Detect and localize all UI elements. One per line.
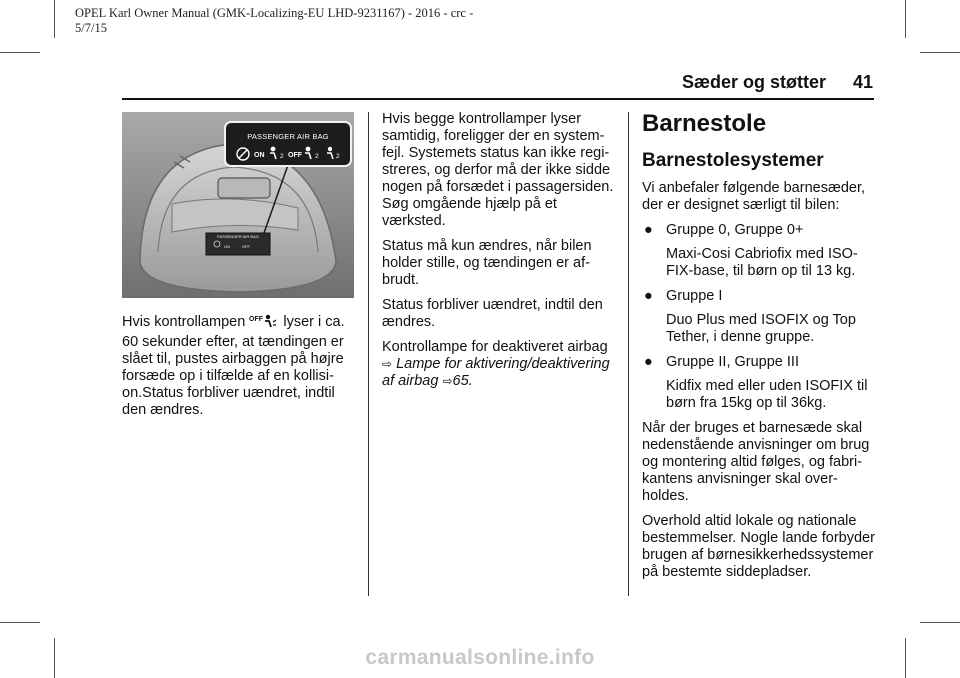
airbag-off-icon	[249, 313, 279, 334]
crop-mark	[54, 0, 55, 38]
page-header-title: Sæder og støtter	[681, 72, 826, 92]
paragraph-text: lyser i ca. 60 sekunder efter, at tændingen er slået til, pustes airbaggen på højre forsæde op i tilfælde af en kollisi-on.Status forbliver uændret, indtil den ændres.	[122, 314, 345, 418]
page-reference-arrow-icon: ⇨	[442, 374, 453, 388]
list-item	[642, 354, 876, 371]
cross-reference-end: .	[468, 373, 473, 389]
svg-text:OFF: OFF	[249, 316, 264, 323]
paragraph	[122, 313, 358, 419]
crop-mark	[0, 52, 40, 53]
list-item-title: Gruppe I	[666, 288, 723, 304]
subsection-heading: Barnestolesystemer	[642, 150, 824, 171]
document-meta	[75, 6, 473, 36]
column-left	[122, 313, 358, 427]
cross-reference-arrow-icon: ⇨	[382, 357, 393, 371]
list-item	[642, 222, 876, 239]
list-item-title: Gruppe II, Gruppe III	[666, 354, 799, 370]
paragraph: Status forbliver uændret, indtil den ændres.	[382, 297, 603, 330]
document-meta-date: 5/7/15	[75, 21, 107, 35]
callout-off-label: OFF	[288, 152, 302, 159]
callout-title: PASSENGER AIR BAG	[247, 132, 329, 141]
bullet-icon: ●	[644, 354, 653, 370]
paragraph-text: Hvis kontrollampen	[122, 314, 246, 330]
crop-mark	[920, 52, 960, 53]
paragraph: Vi anbefaler følgende barnesæder, der er designet særligt til bilen:	[642, 180, 866, 213]
paragraph-text: Kontrollampe for deaktiveret airbag	[382, 339, 608, 355]
column-divider	[628, 112, 629, 596]
section-heading: Barnestole	[642, 110, 767, 137]
callout-on-number: 2	[280, 153, 284, 160]
paragraph: Når der bruges et barnesæde skal nedenstående anvisninger om brug og montering altid følges, og fabri-kantens anvisninger skal over-holdes.	[642, 420, 870, 504]
crop-mark	[0, 622, 40, 623]
list-item-title: Gruppe 0, Gruppe 0+	[666, 222, 804, 238]
cross-reference-page[interactable]: 65	[452, 373, 469, 389]
callout-off-number: 2	[315, 153, 319, 160]
callout-extra-number: 2	[336, 153, 340, 160]
cross-reference-link[interactable]: Lampe for aktivering/deaktivering af airbag	[382, 356, 610, 389]
watermark: carmanualsonline.info	[365, 646, 595, 669]
list-item-detail: Duo Plus med ISOFIX og Top Tether, i denne gruppe.	[666, 312, 856, 345]
document-meta-line: OPEL Karl Owner Manual (GMK-Localizing-EU LHD-9231167) - 2016 - crc -	[75, 6, 474, 20]
paragraph: Status må kun ændres, når bilen holder stille, og tændingen er af-brudt.	[382, 238, 592, 288]
panel-off-label: OFF	[242, 244, 250, 249]
paragraph: Hvis begge kontrollamper lyser samtidig, foreligger der en system-fejl. Systemets status kan ikke regi-streres, og derfor må der ikke sidde nogen på forsædet i passagersiden. Søg omgående hjælp på et værksted.	[382, 111, 614, 229]
list-item	[642, 288, 876, 305]
column-right	[642, 110, 876, 589]
column-middle	[382, 111, 618, 398]
page-number: 41	[852, 72, 873, 92]
panel-title: PASSENGER AIR BAG	[217, 234, 259, 239]
panel-on-label: ON	[224, 244, 230, 249]
bullet-icon: ●	[644, 288, 653, 304]
paragraph: Overhold altid lokale og nationale bestemmelser. Nogle lande forbyder brugen af børnesikkerhedssystemer på bestemte siddepladser.	[642, 513, 875, 580]
bullet-icon: ●	[644, 222, 653, 238]
header-rule	[122, 98, 874, 100]
callout-on-label: ON	[254, 152, 265, 159]
airbag-indicator-photo	[122, 112, 354, 298]
column-divider	[368, 112, 369, 596]
crop-mark	[920, 622, 960, 623]
paragraph	[382, 339, 618, 390]
crop-mark	[905, 0, 906, 38]
list-item-detail: Kidfix med eller uden ISOFIX til børn fra 15kg op til 36kg.	[666, 378, 868, 411]
list-item-detail: Maxi-Cosi Cabriofix med ISO-FIX-base, til børn op til 13 kg.	[666, 246, 858, 279]
